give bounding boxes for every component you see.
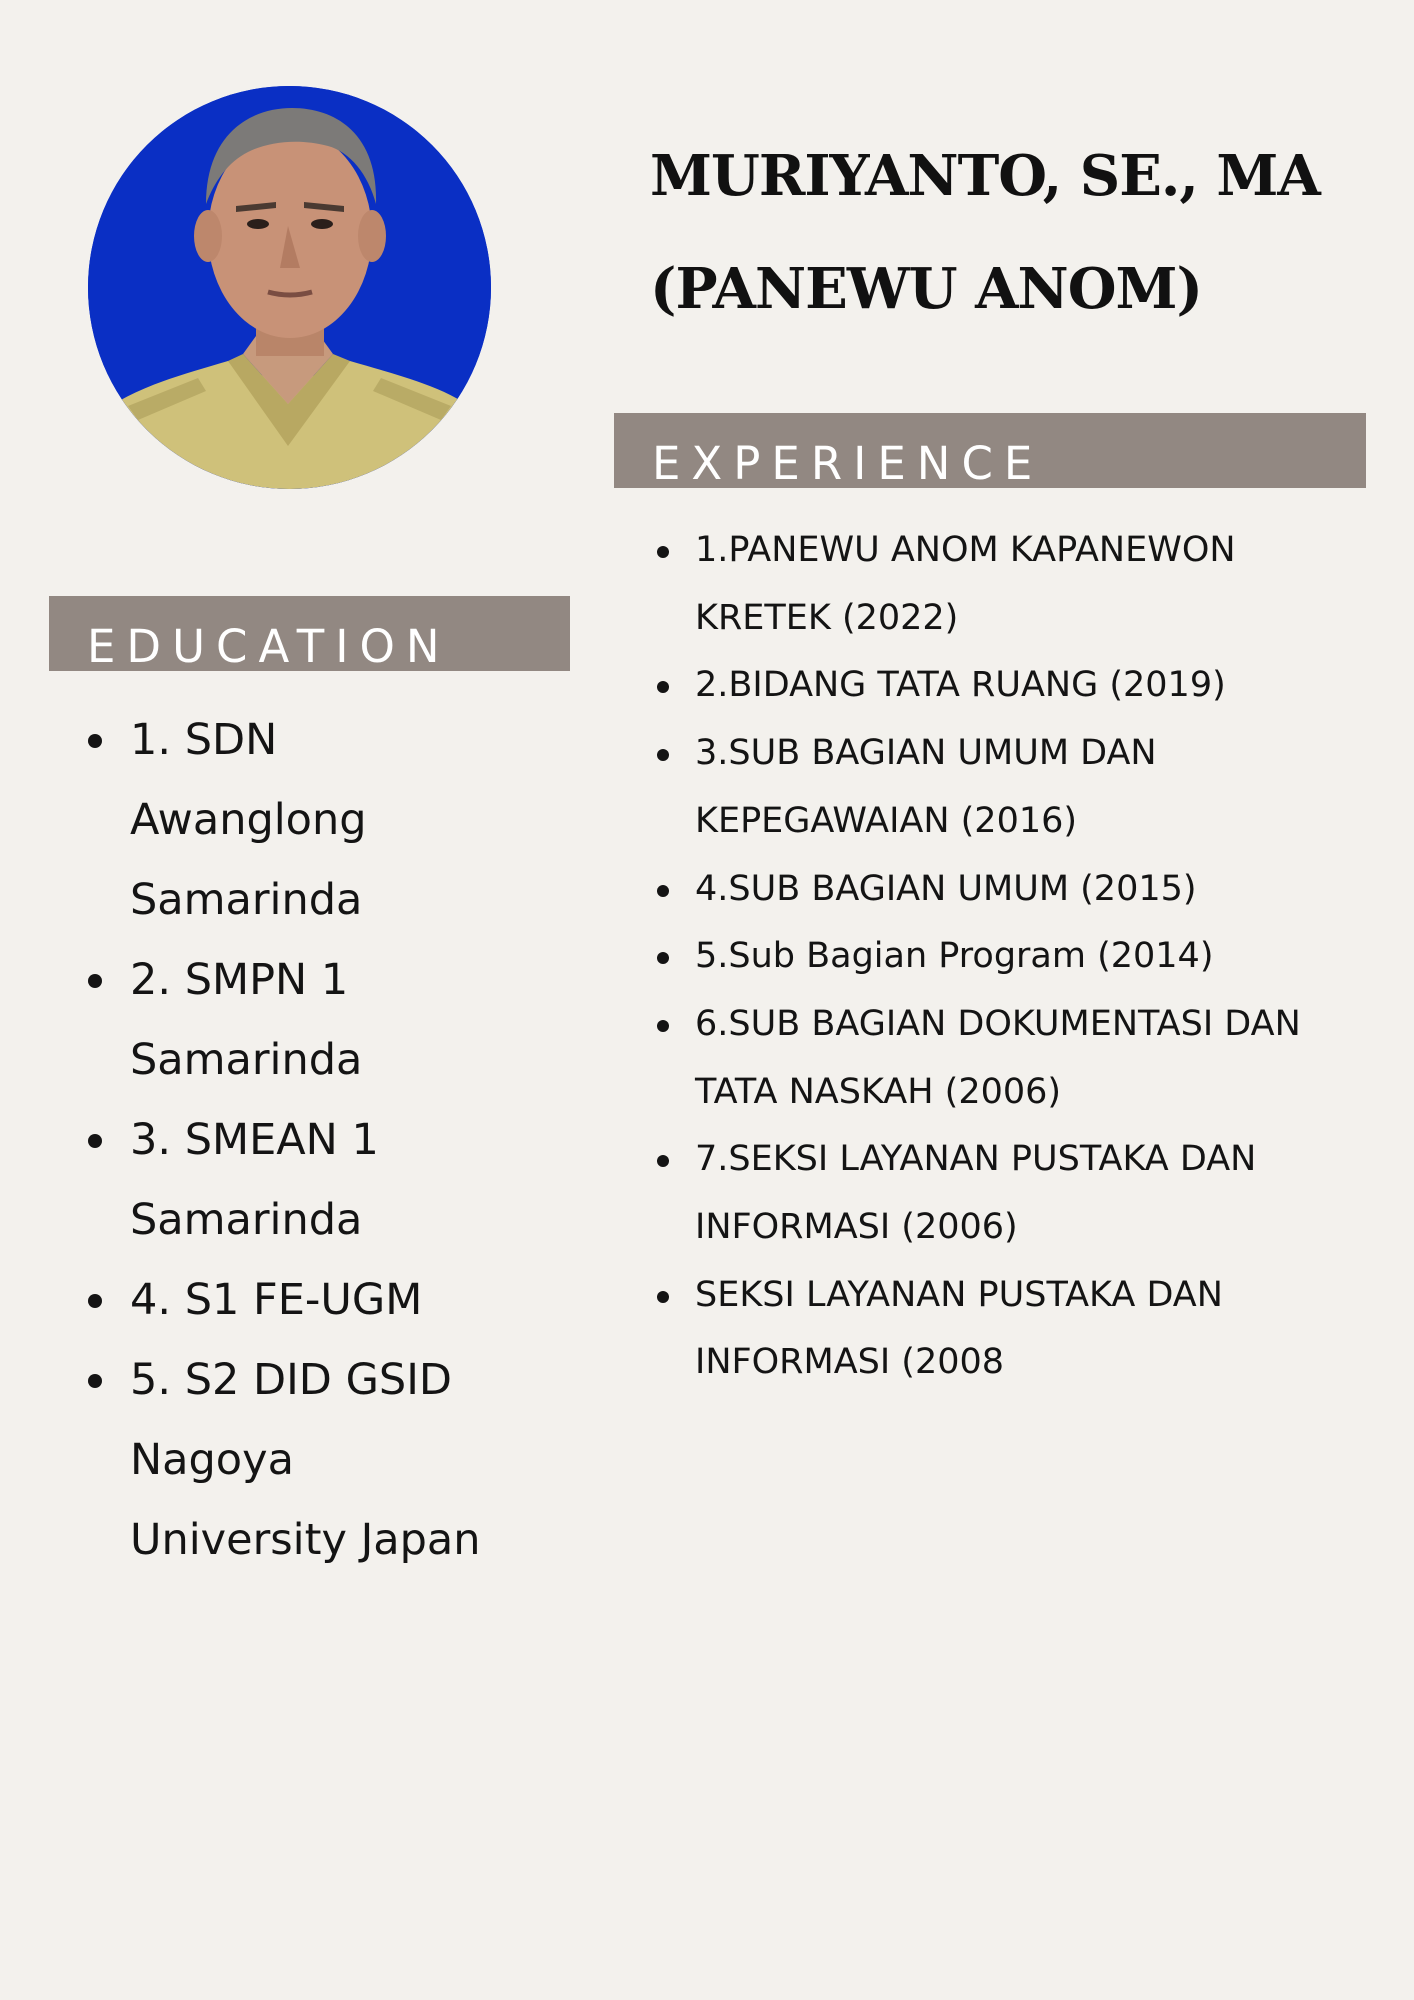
experience-item: 1.PANEWU ANOM KAPANEWON KRETEK (2022) <box>657 517 1357 652</box>
experience-list <box>657 517 1357 1397</box>
experience-item: 3.SUB BAGIAN UMUM DAN KEPEGAWAIAN (2016) <box>657 720 1357 855</box>
experience-title: EXPERIENCE <box>652 437 1044 490</box>
name-line-1: MURIYANTO, SE., MA <box>650 143 1320 209</box>
person-name <box>650 120 1370 346</box>
experience-header <box>614 413 1366 488</box>
education-list <box>88 700 508 1580</box>
education-item: 3. SMEAN 1 Samarinda <box>88 1100 508 1260</box>
experience-item: 2.BIDANG TATA RUANG (2019) <box>657 652 1357 720</box>
education-title: EDUCATION <box>87 620 451 673</box>
profile-photo <box>88 86 491 489</box>
experience-item: 7.SEKSI LAYANAN PUSTAKA DAN INFORMASI (2006) <box>657 1126 1357 1261</box>
education-item: 4. S1 FE-UGM <box>88 1260 508 1340</box>
experience-item: 6.SUB BAGIAN DOKUMENTASI DAN TATA NASKAH (2006) <box>657 991 1357 1126</box>
education-item: 1. SDN Awanglong Samarinda <box>88 700 508 940</box>
portrait-image <box>88 86 491 489</box>
experience-item: 5.Sub Bagian Program (2014) <box>657 923 1357 991</box>
education-header <box>49 596 570 671</box>
education-item: 2. SMPN 1 Samarinda <box>88 940 508 1100</box>
experience-item: SEKSI LAYANAN PUSTAKA DAN INFORMASI (2008 <box>657 1262 1357 1397</box>
experience-item: 4.SUB BAGIAN UMUM (2015) <box>657 856 1357 924</box>
education-item: 5. S2 DID GSID Nagoya University Japan <box>88 1340 508 1580</box>
name-line-2: (PANEWU ANOM) <box>650 256 1202 322</box>
